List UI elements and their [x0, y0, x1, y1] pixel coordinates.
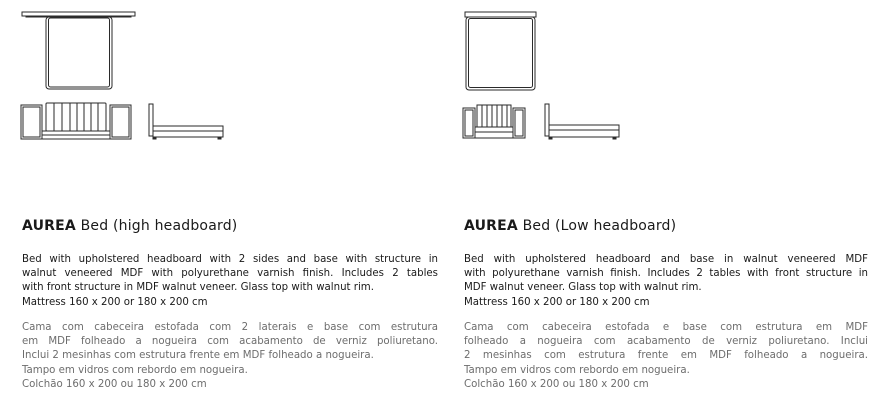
product-name: AUREA [22, 218, 76, 234]
description-en [464, 253, 868, 310]
product-high-headboard [0, 0, 438, 407]
description-line: Cama com cabeceira estofada com 2 laterais e base com estrutura [22, 322, 438, 333]
product-variant: Bed (high headboard) [80, 218, 238, 234]
product-title [464, 218, 676, 234]
description-line: folheado a nogueira com acabamento de verniz poliuretano. Inclui [464, 336, 868, 348]
bed-side-view-drawing [147, 104, 227, 146]
description-line: Colchão 160 x 200 ou 180 x 200 cm [464, 378, 649, 390]
product-variant: Bed (Low headboard) [522, 218, 677, 234]
description-pt [464, 321, 868, 392]
description-line: Bed with upholstered headboard and base in walnut veneered MDF [464, 254, 868, 265]
product-low-headboard [442, 0, 868, 407]
description-line: Colchão 160 x 200 ou 180 x 200 cm [22, 378, 207, 390]
bed-front-view-drawing [20, 102, 132, 144]
description-line: em MDF folheado a nogueira com acabamento de verniz poliuretano. [22, 336, 438, 348]
description-line: MDF walnut veneer. Glass top with walnut rim. [464, 282, 702, 294]
description-line: Bed with upholstered headboard with 2 sides and base with structure in [22, 254, 438, 265]
description-line: Inclui 2 mesinhas com estrutura frente em MDF folheado a nogueira. [22, 350, 374, 362]
description-line: Mattress 160 x 200 or 180 x 200 cm [22, 296, 208, 308]
description-line: Cama com cabeceira estofada e base com estrutura em MDF [464, 322, 868, 333]
description-line: Tampo em vidros com rebordo em nogueira. [22, 364, 248, 376]
description-line: 2 mesinhas com estrutura frente em MDF folheado a nogueira. [464, 350, 868, 362]
description-en [22, 253, 438, 310]
description-line: with polyurethane varnish finish. Includes 2 tables with front structure in [464, 268, 868, 280]
description-pt [22, 321, 438, 392]
bed-top-view-drawing [20, 8, 140, 90]
product-name: AUREA [464, 218, 518, 234]
bed-top-view-drawing [460, 9, 542, 91]
description-line: walnut veneered MDF with polyurethane varnish finish. Includes 2 tables [22, 268, 438, 280]
product-title [22, 218, 237, 234]
bed-side-view-drawing [543, 104, 623, 146]
description-line: Tampo em vidros com rebordo em nogueira. [464, 364, 690, 376]
bed-front-view-drawing [462, 104, 528, 142]
description-line: with front structure in MDF walnut veneer. Glass top with walnut rim. [22, 282, 374, 294]
description-line: Mattress 160 x 200 or 180 x 200 cm [464, 296, 650, 308]
